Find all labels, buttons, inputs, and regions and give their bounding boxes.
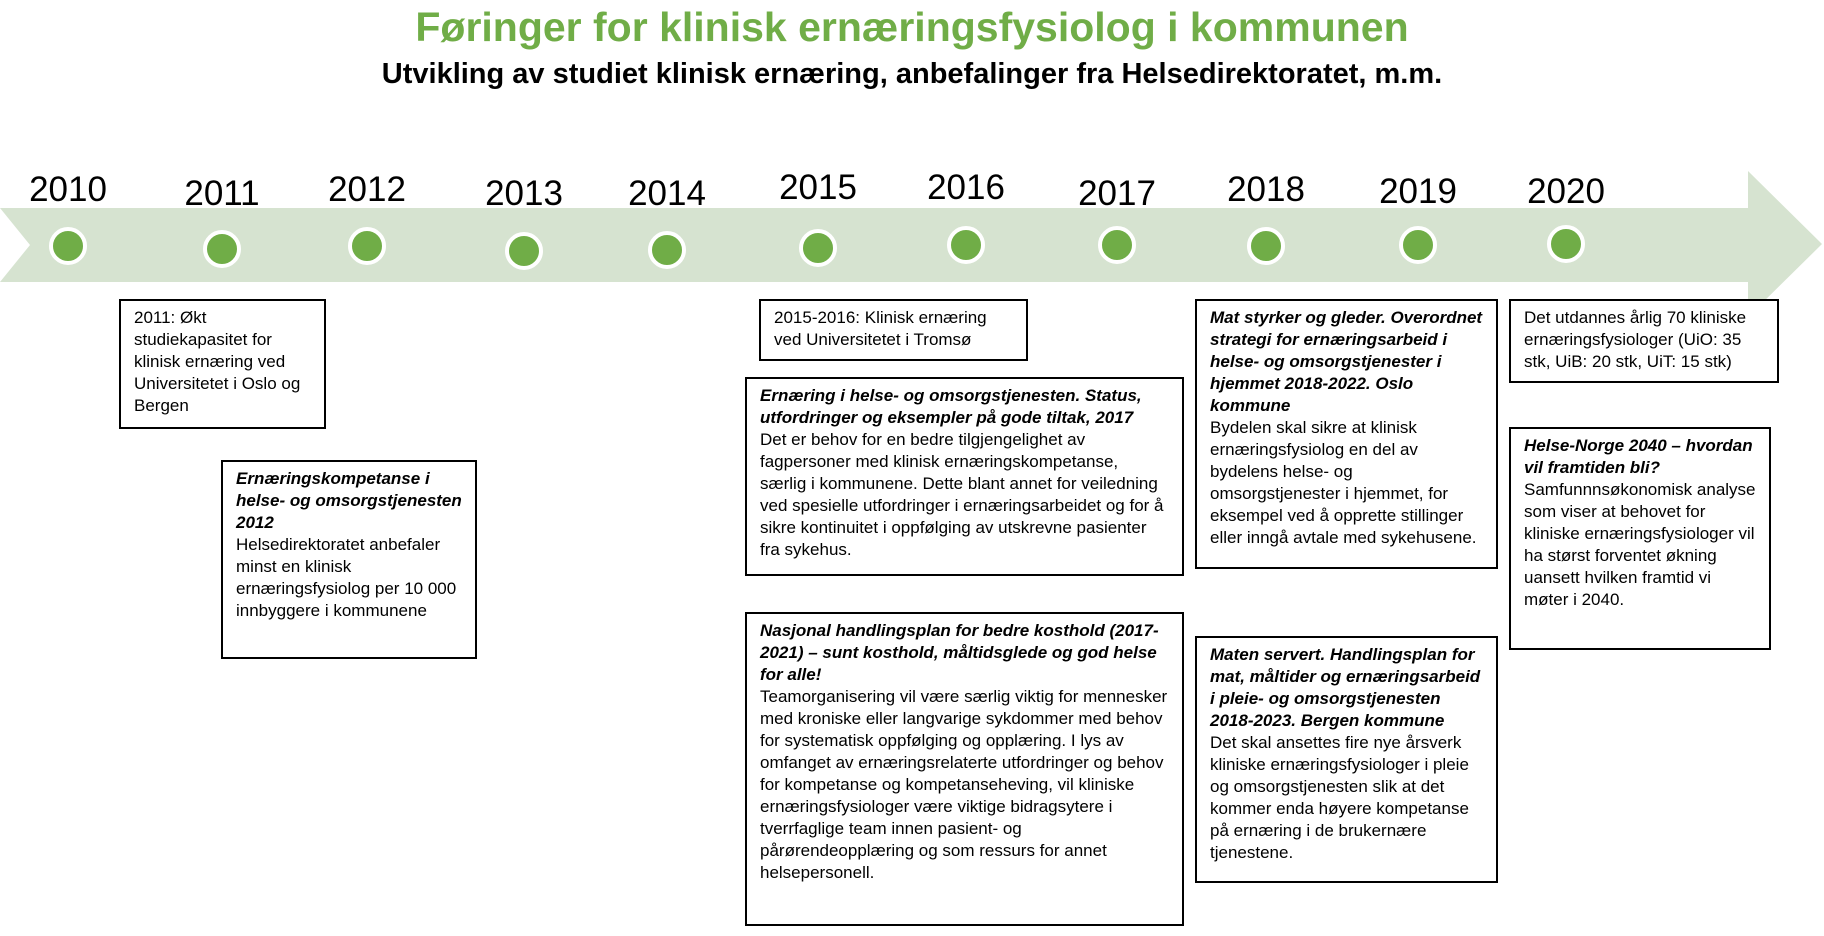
box-heading: Ernæringskompetanse i helse- og omsorgstjenesten 2012 bbox=[236, 469, 462, 532]
timeline-dot-2019 bbox=[1401, 228, 1435, 262]
box-2015-tromso bbox=[759, 299, 1028, 361]
page-title: Føringer for klinisk ernæringsfysiolog i kommunen bbox=[415, 4, 1409, 50]
year-label-2011: 2011 bbox=[184, 174, 260, 213]
year-label-2018: 2018 bbox=[1227, 170, 1305, 209]
box-2012-competence bbox=[221, 460, 477, 659]
timeline-dot-2017 bbox=[1100, 228, 1134, 262]
box-heading: Nasjonal handlingsplan for bedre kosthold (2017-2021) – sunt kosthold, måltidsglede og god helse for alle! bbox=[760, 621, 1159, 684]
box-text: Det utdannes årlig 70 kliniske ernæringsfysiologer (UiO: 35 stk, UiB: 20 stk, UiT: 15 stk) bbox=[1524, 308, 1747, 371]
year-label-2013: 2013 bbox=[485, 174, 563, 213]
box-heading: Maten servert. Handlingsplan for mat, måltider og ernæringsarbeid i pleie- og omsorgstjenesten 2018-2023. Bergen kommune bbox=[1210, 645, 1481, 730]
box-text: Det er behov for en bedre tilgjengelighet av fagpersoner med klinisk ernæringskompetanse, særlig i kommunene. Dette blant annet for veiledning ved spesielle utfordringer i ernæringsarbeidet og for å sikre kontinuitet i oppfølging av utskrevne pasienter fra sykehus. bbox=[760, 430, 1164, 559]
box-text: Bydelen skal sikre at klinisk ernæringsfysiolog en del av bydelens helse- og omsorgstjenester i hjemmet, for eksempel ved å opprette stillinger eller inngå avtale med sykehusene. bbox=[1210, 418, 1477, 547]
box-text: Det skal ansettes fire nye årsverk kliniske ernæringsfysiologer i pleie og omsorgstjenesten slik at det kommer enda høyere kompetanse på ernæring i de brukernære tjenestene. bbox=[1210, 733, 1469, 862]
box-text: Samfunnnsøkonomisk analyse som viser at behovet for kliniske ernæringsfysiologer vil ha størst forventet økning uansett hvilken framtid vi møter i 2040. bbox=[1524, 480, 1756, 609]
year-label-2012: 2012 bbox=[328, 170, 406, 209]
timeline-dot-2013 bbox=[507, 234, 541, 268]
box-heading: Helse-Norge 2040 – hvordan vil framtiden bli? bbox=[1524, 436, 1753, 477]
timeline-dot-2015 bbox=[801, 231, 835, 265]
box-2018-bergen bbox=[1195, 636, 1498, 883]
timeline-dot-2012 bbox=[350, 229, 384, 263]
timeline-dot-2018 bbox=[1249, 229, 1283, 263]
year-label-2014: 2014 bbox=[628, 174, 706, 213]
year-label-2019: 2019 bbox=[1379, 172, 1457, 211]
box-text: Helsedirektoratet anbefaler minst en klinisk ernæringsfysiolog per 10 000 innbyggere i kommunene bbox=[236, 535, 457, 620]
box-text: 2011: Økt studiekapasitet for klinisk ernæring ved Universitetet i Oslo og Bergen bbox=[134, 308, 301, 415]
box-2020-education bbox=[1509, 299, 1779, 383]
timeline-dot-2011 bbox=[205, 232, 239, 266]
box-2018-oslo bbox=[1195, 299, 1498, 569]
box-text: Teamorganisering vil være særlig viktig for mennesker med kroniske eller langvarige sykdommer med behov for systematisk oppfølging og opplæring. I lys av omfanget av ernæringsrelaterte utfordringer og behov for kompetanse og kompetanseheving, vil kliniske ernæringsfysiologer være viktige bidragsytere i tverrfaglige team innen pasient- og pårørendeopplæring og som ressurs for annet helsepersonell. bbox=[760, 687, 1168, 882]
box-2040-future bbox=[1509, 427, 1771, 650]
box-text: 2015-2016: Klinisk ernæring ved Universitetet i Tromsø bbox=[774, 308, 987, 349]
year-label-2020: 2020 bbox=[1527, 172, 1605, 211]
year-label-2016: 2016 bbox=[927, 168, 1005, 207]
year-label-2017: 2017 bbox=[1078, 174, 1156, 213]
box-heading: Ernæring i helse- og omsorgstjenesten. Status, utfordringer og eksempler på gode tiltak, 2017 bbox=[760, 386, 1142, 427]
box-heading: Mat styrker og gleder. Overordnet strategi for ernæringsarbeid i helse- og omsorgstjenester i hjemmet 2018-2022. Oslo kommune bbox=[1210, 308, 1483, 415]
page-subtitle: Utvikling av studiet klinisk ernæring, anbefalinger fra Helsedirektoratet, m.m. bbox=[381, 58, 1443, 90]
year-label-2010: 2010 bbox=[29, 170, 107, 209]
year-label-2015: 2015 bbox=[779, 168, 857, 207]
timeline-dot-2010 bbox=[51, 229, 85, 263]
box-2017-action-plan bbox=[745, 612, 1184, 926]
timeline-dot-2014 bbox=[650, 233, 684, 267]
box-2011-capacity bbox=[119, 299, 326, 429]
box-2017-status bbox=[745, 377, 1184, 576]
timeline-dot-2016 bbox=[949, 228, 983, 262]
timeline-dot-2020 bbox=[1549, 227, 1583, 261]
